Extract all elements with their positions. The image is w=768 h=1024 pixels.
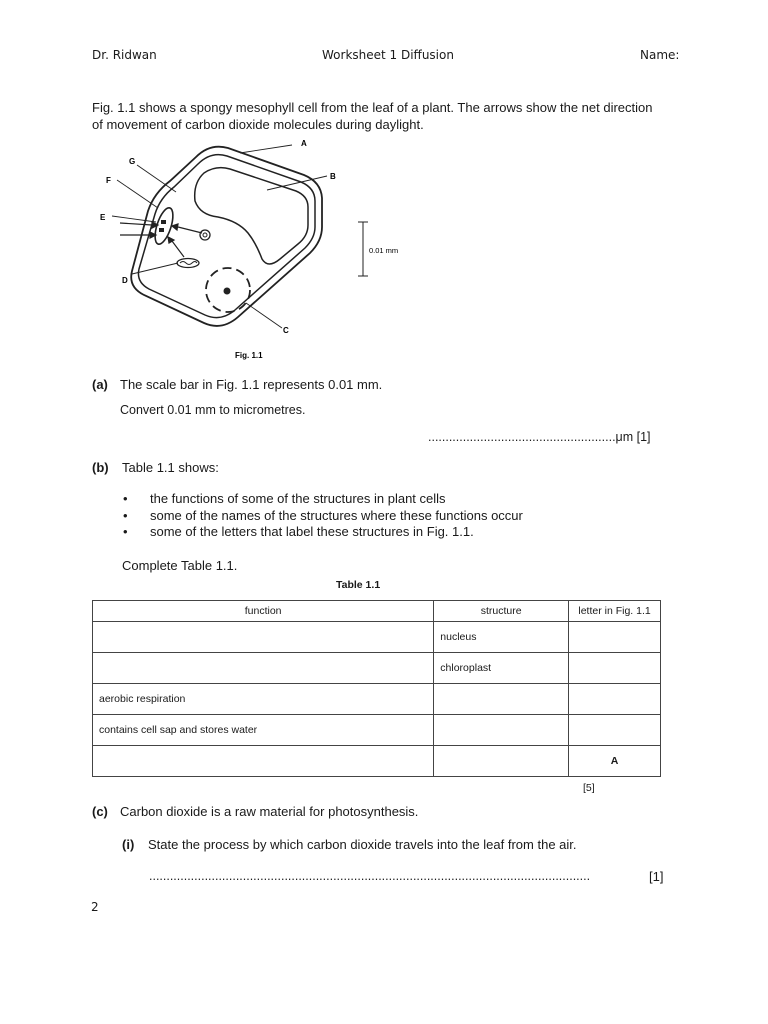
part-a-instruction: Convert 0.01 mm to micrometres. — [120, 403, 306, 417]
bullet-item: • some of the names of the structures where these functions occur — [123, 508, 523, 525]
label-f: F — [106, 176, 111, 185]
co2-arrows — [120, 222, 202, 257]
cell-structure[interactable] — [434, 684, 569, 715]
label-g: G — [129, 157, 136, 166]
mitochondrion-cristae — [180, 262, 197, 265]
part-b-text: Table 1.1 shows: — [122, 460, 219, 475]
intro-line-2: of movement of carbon dioxide molecules during daylight. — [92, 117, 424, 132]
part-c-sub-text: State the process by which carbon dioxide travels into the leaf from the air. — [148, 837, 577, 852]
table-header-row — [93, 601, 661, 622]
part-c-answer-line[interactable]: ............................................................................................................................... — [149, 869, 591, 883]
label-a: A — [301, 139, 307, 148]
header-title: Worksheet 1 Diffusion — [322, 48, 454, 62]
table-row — [93, 622, 661, 653]
vacuole — [195, 168, 308, 264]
intro-text — [92, 99, 692, 133]
part-b-bullet-list — [123, 491, 523, 541]
label-d: D — [122, 276, 128, 285]
header-structure: structure — [434, 601, 569, 622]
table-title: Table 1.1 — [336, 579, 381, 591]
table-row — [93, 715, 661, 746]
cell-letter: A — [569, 746, 661, 777]
chloroplast-granum — [161, 220, 166, 224]
scale-bar-label: 0.01 mm — [369, 246, 399, 255]
header-name-field: Name: — [640, 48, 680, 62]
cell-letter[interactable] — [569, 715, 661, 746]
header-letter: letter in Fig. 1.1 — [569, 601, 661, 622]
table-row — [93, 653, 661, 684]
small-organelle — [200, 230, 210, 240]
cell-structure[interactable] — [434, 715, 569, 746]
cell-function[interactable] — [93, 653, 434, 684]
page-number: 2 — [91, 900, 99, 914]
part-b-marker: (b) — [92, 460, 109, 475]
intro-line-1: Fig. 1.1 shows a spongy mesophyll cell from the leaf of a plant. The arrows show the net direction — [92, 100, 653, 115]
cell-structure[interactable] — [434, 746, 569, 777]
label-e: E — [100, 213, 106, 222]
small-organelle-core — [203, 233, 207, 237]
header-author: Dr. Ridwan — [92, 48, 157, 62]
nucleolus — [224, 288, 231, 295]
part-b-marks: [5] — [583, 782, 595, 794]
cell-letter[interactable] — [569, 653, 661, 684]
table-row — [93, 746, 661, 777]
cell-function: contains cell sap and stores water — [93, 715, 434, 746]
part-c-marker: (c) — [92, 804, 108, 819]
cell-wall-outer — [131, 147, 322, 326]
cell-diagram — [92, 135, 422, 367]
bullet-item: • some of the letters that label these structures in Fig. 1.1. — [123, 524, 523, 541]
cell-structure: chloroplast — [434, 653, 569, 684]
part-a-answer-line[interactable]: ......................................................μm [1] — [428, 430, 651, 444]
figure-caption: Fig. 1.1 — [235, 351, 263, 360]
table-row — [93, 684, 661, 715]
cell-structure: nucleus — [434, 622, 569, 653]
label-b: B — [330, 172, 336, 181]
part-c-text: Carbon dioxide is a raw material for photosynthesis. — [120, 804, 419, 819]
label-c: C — [283, 326, 289, 335]
part-a-marker: (a) — [92, 377, 108, 392]
part-c-sub-marker: (i) — [122, 837, 135, 852]
cell-function[interactable] — [93, 746, 434, 777]
table-1-1 — [92, 600, 661, 777]
part-c-marks: [1] — [649, 869, 664, 884]
cell-function: aerobic respiration — [93, 684, 434, 715]
cell-letter[interactable] — [569, 684, 661, 715]
cell-function[interactable] — [93, 622, 434, 653]
chloroplast-granum — [159, 228, 164, 232]
bullet-item: • the functions of some of the structures in plant cells — [123, 491, 523, 508]
part-b-instruction: Complete Table 1.1. — [122, 558, 238, 573]
cell-letter[interactable] — [569, 622, 661, 653]
part-a-text: The scale bar in Fig. 1.1 represents 0.01 mm. — [120, 377, 383, 392]
scale-bar — [358, 222, 368, 276]
header-function: function — [93, 601, 434, 622]
